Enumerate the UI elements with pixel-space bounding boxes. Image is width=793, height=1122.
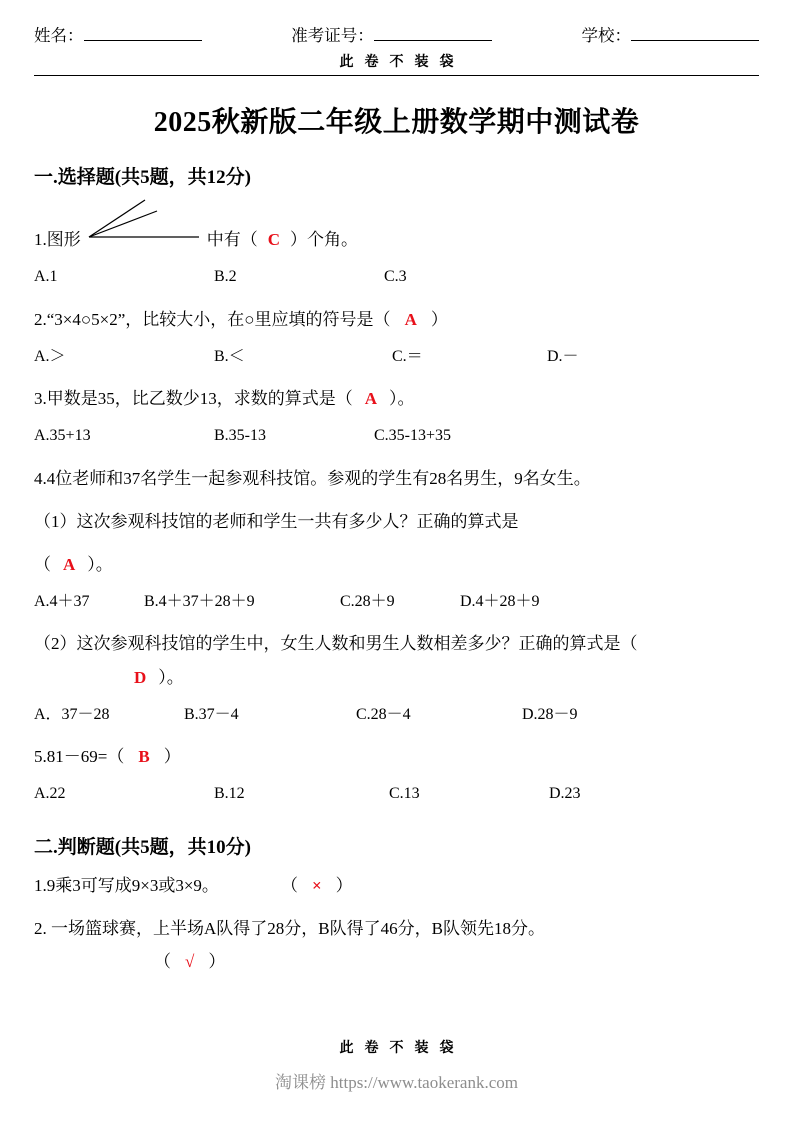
- question-4-part-1-bracket-after: ）。: [87, 554, 113, 574]
- name-label: 姓名：: [34, 26, 84, 45]
- page-title: 2025秋新版二年级上册数学期中测试卷: [153, 107, 640, 138]
- section-heading-judge: 二.判断题(共5题，共10分): [34, 836, 251, 858]
- question-1-answer: C: [267, 230, 281, 249]
- question-4-part-2-options: [34, 700, 759, 730]
- question-1-option-c[interactable]: C.3: [384, 268, 407, 286]
- question-4-part-1-option-c[interactable]: C.28＋9: [340, 593, 395, 611]
- question-5-answer: B: [138, 747, 150, 767]
- question-1: [34, 199, 759, 256]
- question-2-text-after: ）: [430, 309, 448, 329]
- school-label: 学校：: [581, 26, 631, 45]
- header-stamp-text: 此卷不装袋: [339, 55, 465, 70]
- question-3: [34, 382, 759, 415]
- question-3-options: [34, 421, 759, 451]
- judge-question-1: [34, 869, 759, 902]
- question-3-text-before: 3.甲数是35，比乙数少13，求数的算式是（: [34, 389, 353, 409]
- judge-question-1-bracket-after: ）: [335, 875, 353, 895]
- question-4-part-2-option-b[interactable]: B.37－4: [184, 705, 239, 723]
- question-1-option-a[interactable]: A.1: [34, 268, 58, 286]
- question-4-part-1-option-d[interactable]: D.4＋28＋9: [460, 593, 540, 611]
- question-4-part-2-text: （2）这次参观科技馆的学生中，女生人数和男生人数相差多少？正确的算式是（: [34, 634, 638, 654]
- judge-question-2-bracket-before: （: [154, 951, 171, 971]
- question-3-option-c[interactable]: C.35-13+35: [374, 427, 452, 445]
- question-4-part-2-option-d[interactable]: D.28－9: [522, 705, 578, 723]
- question-4-part-1-answer-line: [34, 548, 759, 581]
- question-5: [34, 740, 759, 773]
- question-2-option-d[interactable]: D.－: [547, 347, 579, 365]
- question-4-part-1-option-a[interactable]: A.4＋37: [34, 593, 90, 611]
- question-1-option-b[interactable]: B.2: [214, 268, 237, 286]
- question-3-option-a[interactable]: A.35+13: [34, 427, 91, 445]
- question-5-text-before: 5.81－69=（: [34, 747, 125, 767]
- question-4-part-2-bracket-after: ）。: [158, 667, 184, 687]
- question-2-option-a[interactable]: A.＞: [34, 347, 66, 365]
- question-4-part-2-answer: D: [134, 667, 147, 687]
- question-4-part-1-option-b[interactable]: B.4＋37＋28＋9: [144, 593, 255, 611]
- page-header: [34, 0, 759, 46]
- question-5-text-after: ）: [163, 747, 181, 767]
- question-3-answer: A: [364, 389, 378, 409]
- question-4-part-1-options: [34, 587, 759, 617]
- name-field[interactable]: [34, 22, 202, 46]
- question-4-part-2-option-c[interactable]: C.28－4: [356, 705, 411, 723]
- judge-question-2-answer: √: [185, 951, 195, 971]
- question-4-part-1-text: （1）这次参观科技馆的老师和学生一共有多少人？正确的算式是: [34, 511, 519, 531]
- exam-number-label: 准考证号：: [291, 26, 374, 45]
- school-field[interactable]: [582, 22, 760, 46]
- question-5-option-b[interactable]: B.12: [214, 785, 245, 803]
- judge-question-1-text: 1.9乘3可写成9×3或3×9。: [34, 875, 219, 895]
- question-2-option-b[interactable]: B.＜: [214, 347, 245, 365]
- question-1-options: [34, 262, 759, 292]
- section-heading-choice: 一.选择题(共5题，共12分): [34, 167, 251, 188]
- question-4-part-2-answer-line: [34, 661, 759, 694]
- question-4-part-2-option-a[interactable]: A．37－28: [34, 705, 110, 723]
- question-2-answer: A: [404, 309, 417, 329]
- judge-question-2-bracket-after: ）: [208, 951, 226, 971]
- question-2-text-before: 2.“3×4○5×2”，比较大小，在○里应填的符号是（: [34, 309, 391, 329]
- question-5-option-a[interactable]: A.22: [34, 785, 66, 803]
- judge-question-2-text: 2. 一场篮球赛，上半场A队得了28分，B队得了46分，B队领先18分。: [34, 918, 545, 938]
- exam-number-field[interactable]: [291, 22, 492, 46]
- question-1-text-after-1: 中有（: [206, 230, 258, 249]
- question-2-options: [34, 342, 759, 372]
- header-divider: [34, 75, 759, 76]
- question-3-text-after: ）。: [389, 389, 415, 409]
- question-4-part-1-bracket-before: （: [34, 554, 51, 574]
- question-2: [34, 303, 759, 336]
- school-blank[interactable]: [631, 25, 759, 41]
- watermark: 淘课榜 https://www.taokerank.com: [275, 1073, 518, 1092]
- question-4-stem: 4.4位老师和37名学生一起参观科技馆。参观的学生有28名男生，9名女生。: [34, 468, 591, 488]
- question-5-options: [34, 779, 759, 809]
- question-5-option-c[interactable]: C.13: [389, 785, 420, 803]
- question-5-option-d[interactable]: D.23: [549, 785, 581, 803]
- judge-question-1-bracket-before: （: [280, 875, 298, 895]
- angle-figure: [85, 199, 203, 245]
- name-blank[interactable]: [84, 25, 202, 41]
- question-1-text-after-2: ）个角。: [290, 230, 359, 249]
- question-4-part-1-answer: A: [63, 554, 76, 574]
- question-3-option-b[interactable]: B.35-13: [214, 427, 266, 445]
- judge-question-2-answer-line: [34, 945, 759, 978]
- judge-question-1-answer: ×: [311, 875, 322, 895]
- footer-stamp-text: 此卷不装袋: [339, 1041, 465, 1056]
- exam-number-blank[interactable]: [374, 25, 492, 41]
- question-2-option-c[interactable]: C.＝: [392, 347, 423, 365]
- question-1-text-before: 1.图形: [34, 230, 81, 249]
